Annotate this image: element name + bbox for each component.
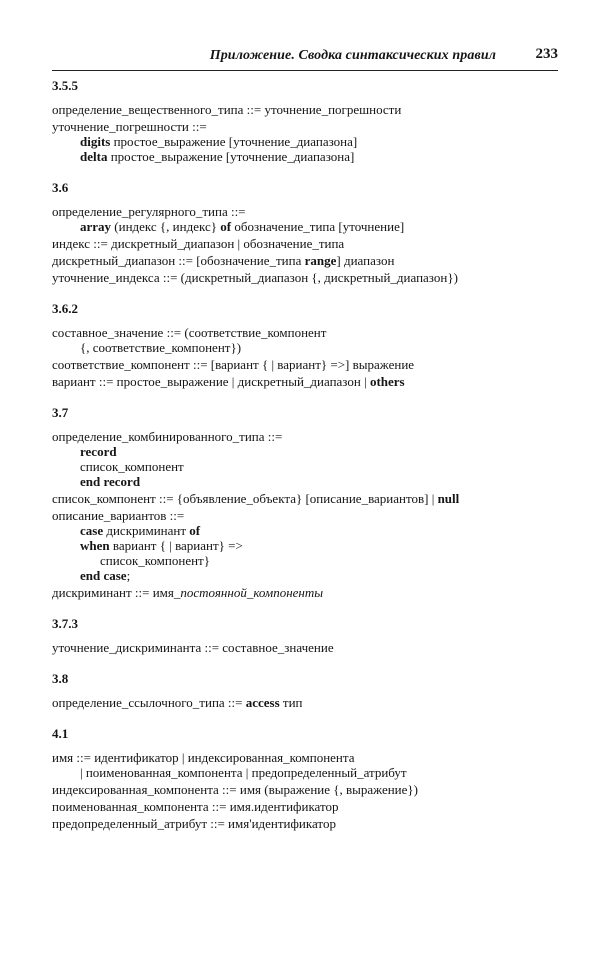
rule-text: предопределенный_атрибут ::= имя'идентификатор — [52, 816, 336, 831]
syntax-rule — [52, 102, 572, 117]
page-number: 233 — [535, 46, 558, 62]
syntax-rules-list — [52, 78, 572, 847]
rule-line — [52, 474, 572, 489]
rule-text: уточнение_погрешности ::= — [52, 119, 207, 134]
rule-line — [52, 553, 572, 568]
rule-text: определение_регулярного_типа ::= — [52, 204, 246, 219]
syntax-rule — [52, 782, 572, 797]
syntax-rule — [52, 695, 572, 710]
rule-line — [52, 765, 572, 780]
rule-line — [52, 538, 572, 553]
keyword: digits — [80, 134, 111, 149]
rule-text: определение_ссылочного_типа ::= — [52, 695, 246, 710]
syntax-rule — [52, 508, 572, 583]
rule-line — [52, 253, 572, 268]
rule-line — [52, 459, 572, 474]
syntax-rule — [52, 204, 572, 234]
rule-section — [52, 180, 572, 285]
rule-text: простое_выражение [уточнение_диапазона] — [107, 149, 355, 164]
rule-text: индекс ::= дискретный_диапазон | обозначение_типа — [52, 236, 345, 251]
rule-text: вариант ::= простое_выражение | дискретный_диапазон | — [52, 374, 370, 389]
section-number: 4.1 — [52, 726, 69, 741]
rule-line — [52, 799, 572, 814]
rule-text: уточнение_дискриминанта ::= составное_значение — [52, 640, 334, 655]
syntax-rule — [52, 270, 572, 285]
rule-text: список_компонент} — [100, 553, 210, 568]
rule-line — [52, 219, 572, 234]
section-number: 3.5.5 — [52, 78, 78, 93]
rule-line — [52, 444, 572, 459]
syntax-rule — [52, 236, 572, 251]
rule-text: обозначение_типа [уточнение] — [231, 219, 405, 234]
keyword: when — [80, 538, 110, 553]
rule-line — [52, 374, 572, 389]
syntax-rule — [52, 816, 572, 831]
rule-text: список_компонент ::= {объявление_объекта} [описание_вариантов] | — [52, 491, 438, 506]
rule-line — [52, 695, 572, 710]
running-title: Приложение. Сводка синтаксических правил — [209, 48, 496, 63]
rule-line — [52, 204, 572, 219]
rule-text: простое_выражение [уточнение_диапазона] — [110, 134, 358, 149]
rule-text: дискретный_диапазон ::= [обозначение_типа — [52, 253, 305, 268]
rule-section — [52, 671, 572, 710]
section-number: 3.6 — [52, 180, 69, 195]
rule-text: индексированная_компонента ::= имя (выражение {, выражение}) — [52, 782, 418, 797]
syntax-rule — [52, 585, 572, 600]
syntax-rule — [52, 119, 572, 164]
rule-text: соответствие_компонент ::= [вариант { | вариант} =>] выражение — [52, 357, 415, 372]
rule-line — [52, 585, 572, 600]
rule-text: имя ::= идентификатор | индексированная_компонента — [52, 750, 355, 765]
rule-line — [52, 102, 572, 117]
rule-text: ; — [126, 568, 131, 583]
keyword: record — [80, 444, 117, 459]
rule-line — [52, 508, 572, 523]
rule-line — [52, 236, 572, 251]
rule-text: {, соответствие_компонент}) — [80, 340, 242, 355]
rule-text: составное_значение ::= (соответствие_компонент — [52, 325, 327, 340]
syntax-rule — [52, 750, 572, 780]
rule-line — [52, 340, 572, 355]
rule-text: | поименованная_компонента | предопределенный_атрибут — [80, 765, 407, 780]
rule-section — [52, 78, 572, 164]
rule-line — [52, 119, 572, 134]
rule-line — [52, 325, 572, 340]
syntax-rule — [52, 799, 572, 814]
italic-term: постоянной_компоненты — [180, 585, 324, 600]
rule-line — [52, 750, 572, 765]
rule-line — [52, 429, 572, 444]
syntax-rule — [52, 325, 572, 355]
rule-text: поименованная_компонента ::= имя.идентификатор — [52, 799, 339, 814]
rule-line — [52, 568, 572, 583]
keyword: of — [220, 219, 232, 234]
keyword: array — [80, 219, 112, 234]
keyword: delta — [80, 149, 108, 164]
section-number: 3.7.3 — [52, 616, 78, 631]
rule-text: тип — [279, 695, 303, 710]
syntax-rule — [52, 640, 572, 655]
keyword: of — [189, 523, 201, 538]
rule-text: описание_вариантов ::= — [52, 508, 185, 523]
rule-line — [52, 491, 572, 506]
section-number: 3.7 — [52, 405, 69, 420]
rule-text: определение_вещественного_типа ::= уточнение_погрешности — [52, 102, 402, 117]
rule-line — [52, 782, 572, 797]
keyword: end case — [80, 568, 127, 583]
rule-text: вариант { | вариант} => — [109, 538, 243, 553]
keyword: others — [369, 374, 405, 389]
syntax-rule — [52, 374, 572, 389]
rule-section — [52, 726, 572, 831]
rule-text: дискриминант ::= имя_ — [52, 585, 181, 600]
keyword: case — [80, 523, 104, 538]
rule-line — [52, 523, 572, 538]
page-header — [52, 44, 558, 71]
rule-text: (индекс {, индекс} — [111, 219, 221, 234]
rule-section — [52, 405, 572, 600]
rule-text: дискриминант — [103, 523, 190, 538]
syntax-rule — [52, 357, 572, 372]
keyword: end record — [80, 474, 141, 489]
keyword: null — [437, 491, 460, 506]
syntax-rule — [52, 429, 572, 489]
keyword: range — [304, 253, 337, 268]
rule-line — [52, 134, 572, 149]
syntax-rule — [52, 253, 572, 268]
rule-line — [52, 270, 572, 285]
syntax-rule — [52, 491, 572, 506]
rule-line — [52, 640, 572, 655]
section-number: 3.6.2 — [52, 301, 78, 316]
rule-text: ] диапазон — [336, 253, 395, 268]
rule-text: уточнение_индекса ::= (дискретный_диапазон {, дискретный_диапазон}) — [52, 270, 458, 285]
rule-text: список_компонент — [80, 459, 184, 474]
rule-section — [52, 616, 572, 655]
keyword: access — [245, 695, 280, 710]
rule-line — [52, 357, 572, 372]
rule-text: определение_комбинированного_типа ::= — [52, 429, 283, 444]
rule-section — [52, 301, 572, 389]
rule-line — [52, 816, 572, 831]
section-number: 3.8 — [52, 671, 69, 686]
rule-line — [52, 149, 572, 164]
